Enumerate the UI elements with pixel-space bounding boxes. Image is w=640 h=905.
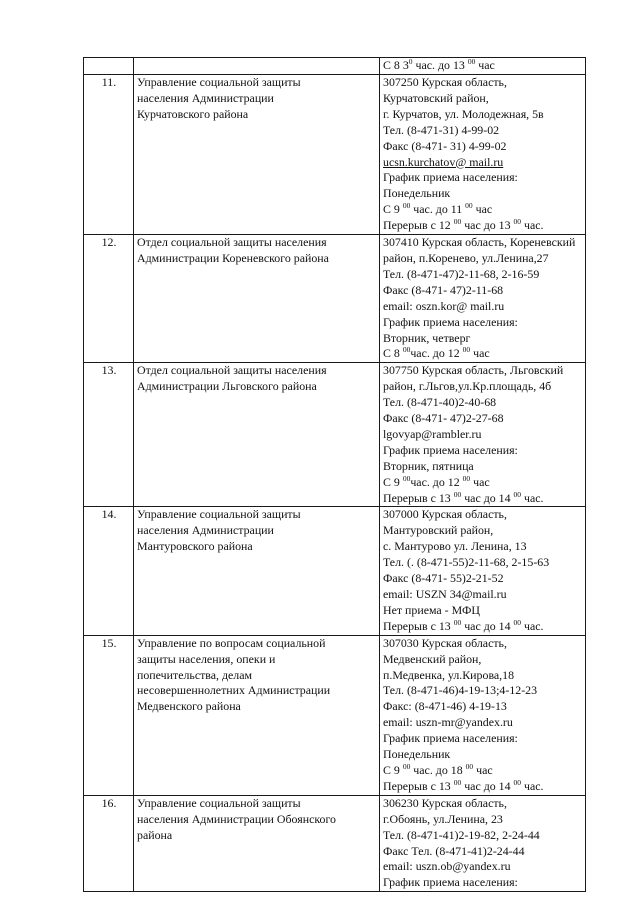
schedule-hours: С 8 $^{00}$час. до 12 $^{00}$ час [383, 345, 490, 361]
address-cell [380, 363, 586, 507]
table-row [84, 58, 586, 75]
row-number: 14. [84, 507, 134, 635]
address-line: 307250 Курская область, [383, 75, 507, 89]
table-row [84, 795, 586, 891]
institutions-table [83, 57, 586, 892]
phone: Тел. (8-471-31) 4-99-02 [383, 122, 500, 137]
address-line: 307410 Курская область, Кореневский [383, 235, 576, 250]
address-line: п.Медвенка, ул.Кирова,18 [383, 667, 515, 682]
row-number: 12. [84, 235, 134, 363]
schedule-days: Понедельник [383, 747, 451, 762]
address-line: 307750 Курская область, Льговский [383, 363, 564, 378]
table-row [84, 363, 586, 507]
institution-name: Отдел социальной защиты населения Администрации Кореневского района [134, 235, 380, 363]
address-line: 307030 Курская область, [383, 635, 507, 650]
address-line: г. Курчатов, ул. Молодежная, 5в [383, 106, 544, 121]
row-number: 13. [84, 363, 134, 507]
fax: Факс: (8-471-46) 4-19-13 [383, 699, 507, 714]
institution-name: Отдел социальной защиты населения Администрации Льговского района [134, 363, 380, 507]
institution-name: Управление социальной защиты населения Администрации Мантуровского района [134, 507, 380, 635]
address-line: Мантуровский район, [383, 523, 494, 538]
address-cell [380, 235, 586, 363]
institution-name: Управление социальной защиты населения Администрации Обоянского района [134, 795, 380, 891]
phone: Тел. (8-471-47)2-11-68, 2-16-59 [383, 266, 540, 281]
schedule-hours: С 8 $3^0$ час. до 13 $^{00}$ час [383, 57, 495, 72]
fax: Факс (8-471- 47)2-27-68 [383, 411, 504, 426]
schedule-break: Перерыв с 13 $^{00}$ час до 14 $^{00}$ час. [383, 489, 544, 505]
name-cell [134, 58, 380, 75]
address-line: Медвенский район, [383, 651, 482, 666]
address-line: район, г.Льгов,ул.Кр.площадь, 4б [383, 379, 552, 394]
address-line: 306230 Курская область, [383, 795, 507, 810]
address-cell [380, 635, 586, 795]
schedule-days: Нет приема - МФЦ [383, 602, 481, 617]
schedule-hours: С 9 $^{00}$ час. до 18 $^{00}$ час [383, 761, 493, 777]
schedule-title: График приема населения: [383, 731, 518, 746]
phone: Тел. (8-471-41)2-19-82, 2-24-44 [383, 827, 540, 842]
table-row [84, 635, 586, 795]
institution-name: Управление социальной защиты населения Администрации Курчатовского района [134, 75, 380, 235]
row-number: 15. [84, 635, 134, 795]
address-cell [380, 75, 586, 235]
fax: Факс (8-471- 31) 4-99-02 [383, 138, 507, 153]
schedule-break: Перерыв с 12 $^{00}$ час до 13 $^{00}$ час. [383, 217, 544, 233]
fax: Факс (8-471- 47)2-11-68 [383, 282, 504, 297]
address-cell [380, 58, 586, 75]
phone: Тел. (. (8-471-55)2-11-68, 2-15-63 [383, 555, 550, 570]
schedule-title: График приема населения: [383, 314, 518, 329]
address-cell [380, 507, 586, 635]
address-line: Курчатовский район, [383, 90, 489, 105]
email[interactable]: email: USZN 34@mail.ru [383, 587, 507, 601]
schedule-break: Перерыв с 13 $^{00}$ час до 14 $^{00}$ час. [383, 617, 544, 633]
schedule-days: Вторник, четверг [383, 330, 471, 345]
schedule-days: Понедельник [383, 186, 451, 201]
phone: Тел. (8-471-46)4-19-13;4-12-23 [383, 683, 538, 698]
email[interactable]: email: uszn-mr@yandex.ru [383, 715, 513, 730]
schedule-hours: С 9 $^{00}$ час. до 11 $^{00}$ час [383, 201, 493, 217]
schedule-break: Перерыв с 13 $^{00}$ час до 14 $^{00}$ час. [383, 777, 544, 793]
row-number: 11. [84, 75, 134, 235]
schedule-title: График приема населения: [383, 442, 518, 457]
phone: Тел. (8-471-40)2-40-68 [383, 395, 497, 410]
number-cell [84, 58, 134, 75]
address-line: район, п.Коренево, ул.Ленина,27 [383, 250, 549, 265]
institution-name: Управление по вопросам социальной защиты населения, опеки и попечительства, делам несовершеннолетних Администрации Медвенского района [134, 635, 380, 795]
address-line: с. Мантурово ул. Ленина, 13 [383, 539, 527, 554]
email-link[interactable]: ucsn.kurchatov@ mail.ru [383, 154, 504, 169]
table-row [84, 235, 586, 363]
table-row [84, 75, 586, 235]
fax: Факс (8-471- 55)2-21-52 [383, 571, 504, 586]
table-row [84, 507, 586, 635]
fax: Факс Тел. (8-471-41)2-24-44 [383, 843, 525, 858]
schedule-title: График приема населения: [383, 875, 518, 890]
row-number: 16. [84, 795, 134, 891]
schedule-title: График приема населения: [383, 170, 518, 185]
address-line: 307000 Курская область, [383, 507, 507, 522]
address-line: г.Обоянь, ул.Ленина, 23 [383, 811, 503, 826]
schedule-hours: С 9 $^{00}$час. до 12 $^{00}$ час [383, 473, 490, 489]
email[interactable]: lgovyap@rambler.ru [383, 426, 482, 441]
address-cell [380, 795, 586, 891]
email[interactable]: email: uszn.ob@yandex.ru [383, 859, 511, 874]
email[interactable]: email: oszn.kor@ mail.ru [383, 298, 505, 313]
schedule-days: Вторник, пятница [383, 458, 474, 473]
